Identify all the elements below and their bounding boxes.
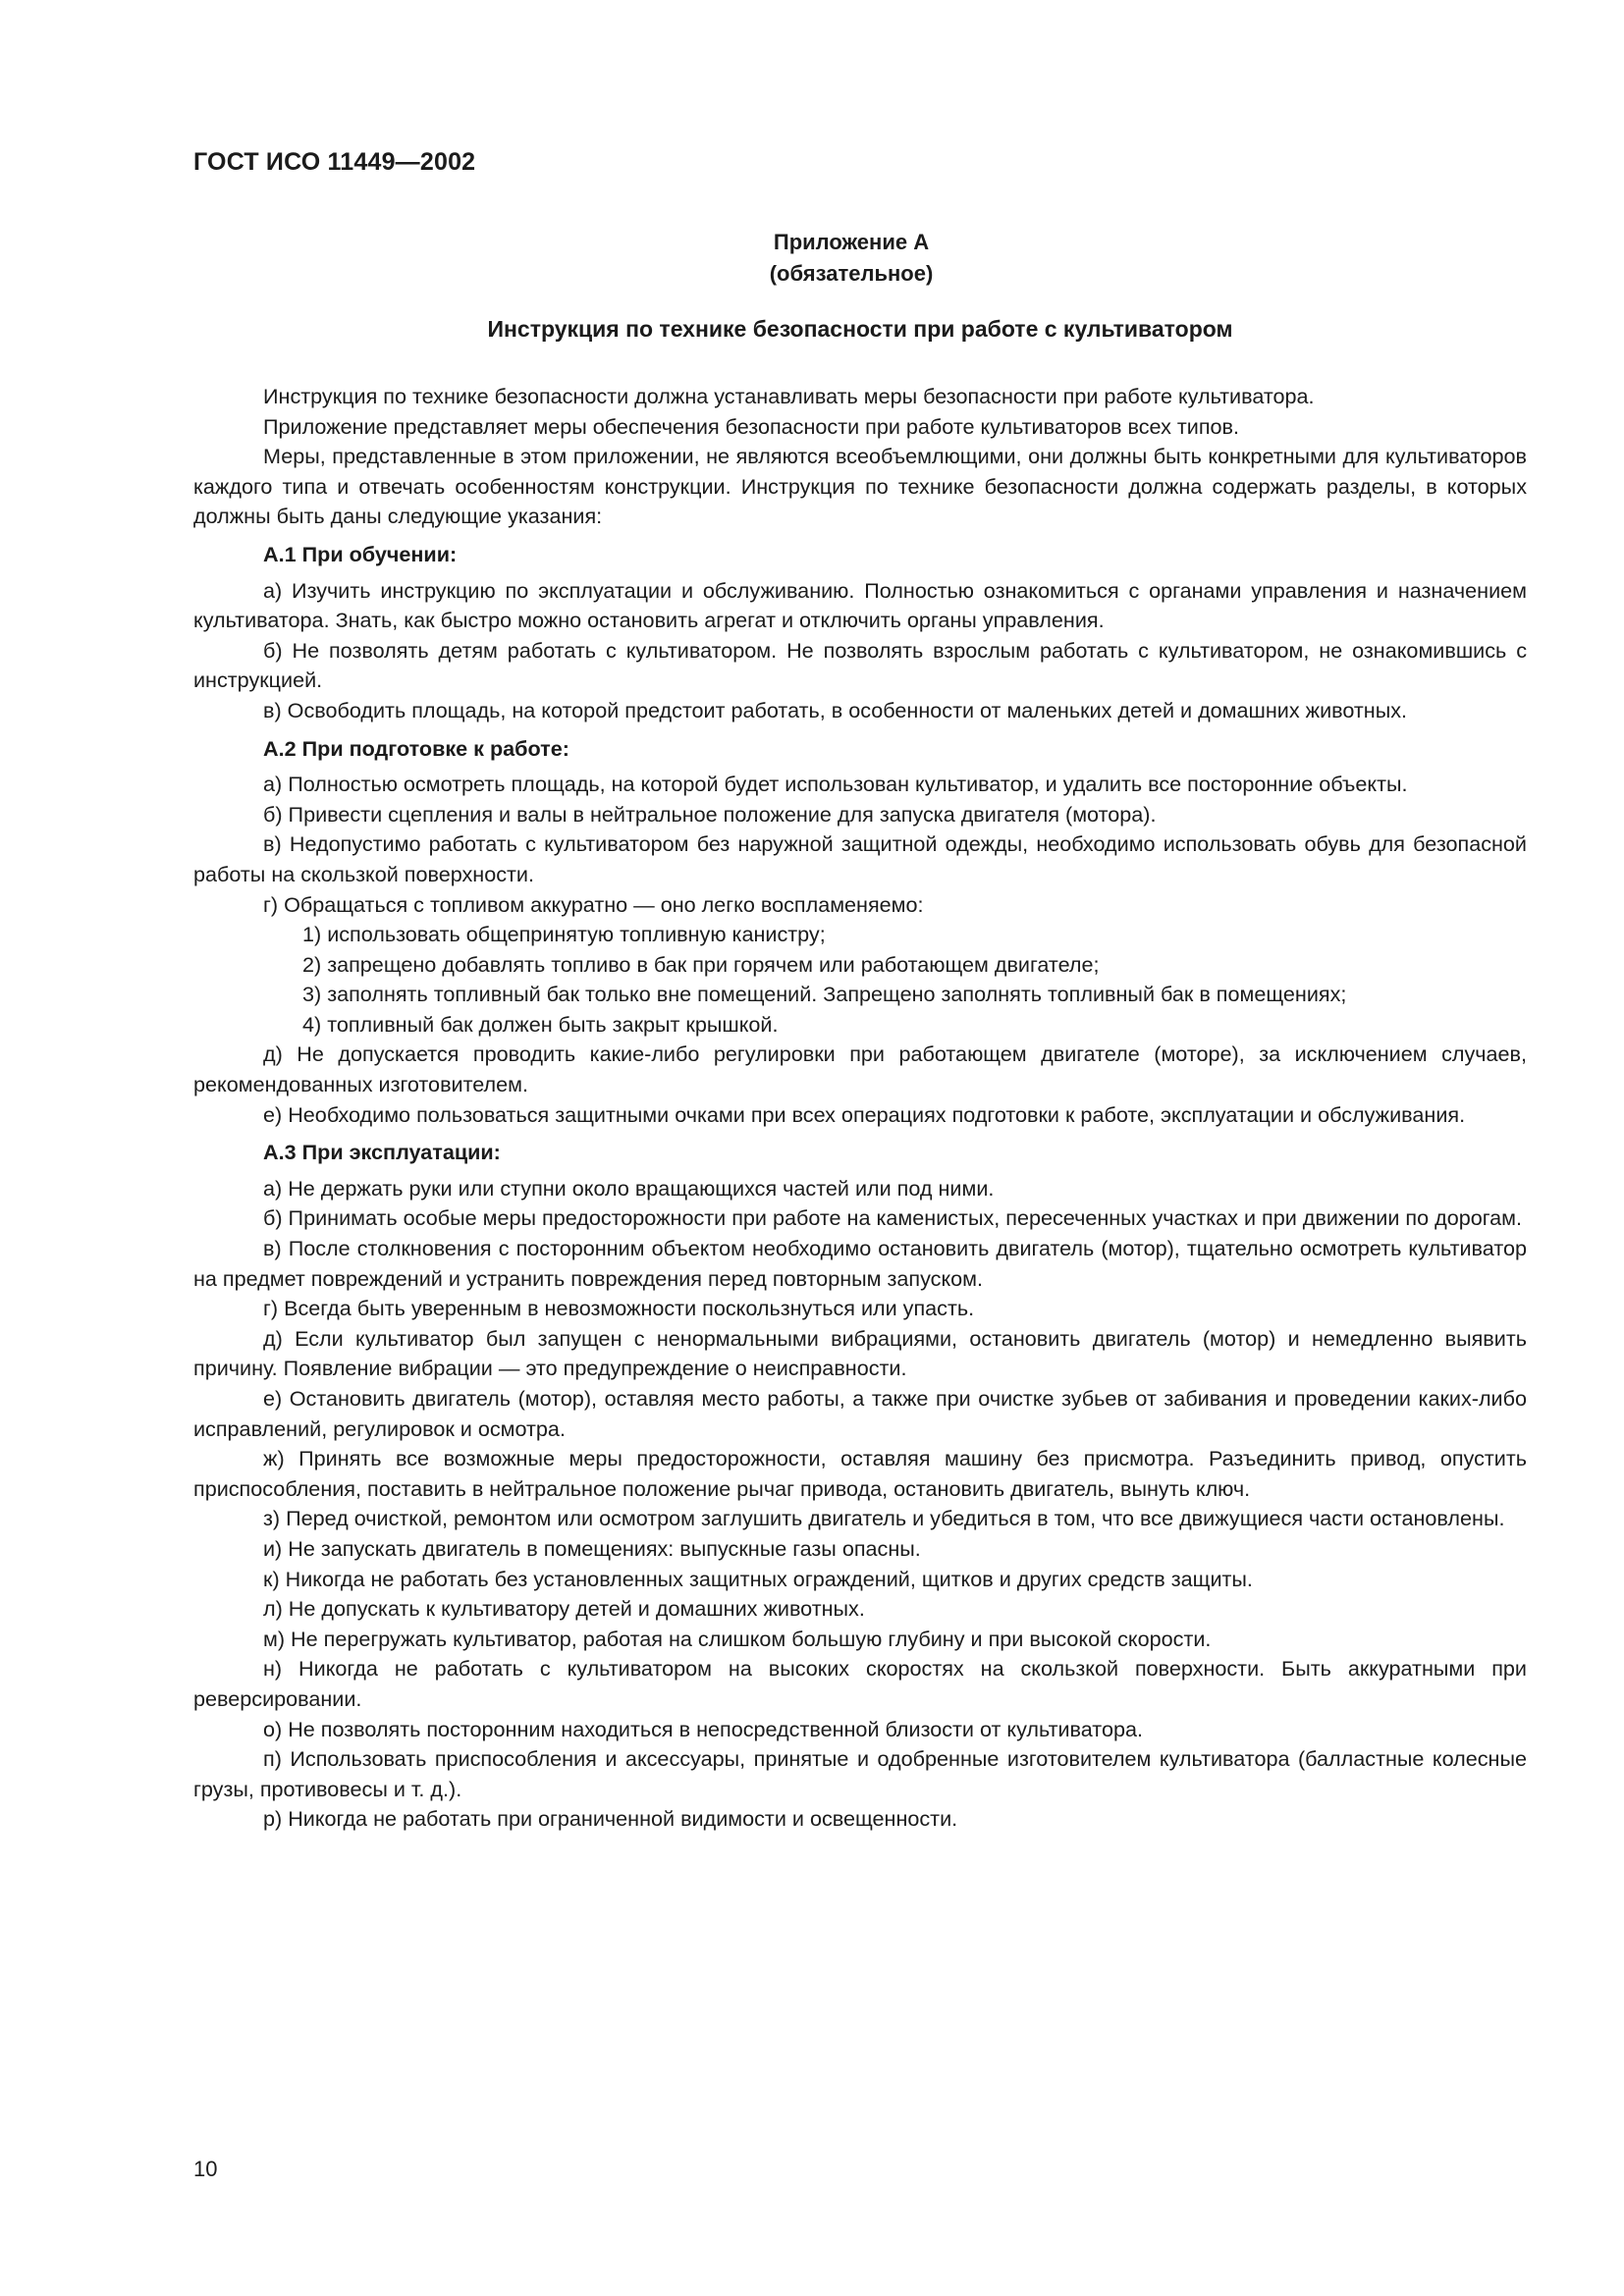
page-number: 10: [193, 2157, 218, 2181]
list-item: о) Не позволять посторонним находиться в непосредственной близости от культиватора.: [263, 1716, 1143, 1741]
section-heading-a3: А.3 При эксплуатации:: [263, 1140, 501, 1165]
list-item: а) Полностью осмотреть площадь, на которой будет использован культиватор, и удалить все посторонние объекты.: [263, 772, 1408, 797]
intro-paragraph: Инструкция по технике безопасности должна устанавливать меры безопасности при работе культиватора.: [263, 384, 1315, 408]
intro-paragraph: Меры, представленные в этом приложении, не являются всеобъемлющими, они должны быть конкретными для культиваторов каждого типа и отвечать особенностям конструкции. Инструкция по технике безопасности должна содержать разделы, в которых должны быть даны следующие указания:: [193, 444, 1527, 529]
list-item: р) Никогда не работать при ограниченной видимости и освещенности.: [263, 1806, 958, 1832]
list-item: л) Не допускать к культиватору детей и домашних животных.: [263, 1596, 865, 1622]
list-item: д) Не допускается проводить какие-либо регулировки при работающем двигателе (моторе), за исключением случаев, рекомендованных изготовителем.: [193, 1041, 1527, 1097]
list-item: з) Перед очисткой, ремонтом или осмотром заглушить двигатель и убедиться в том, что все движущиеся части остановлены.: [263, 1506, 1505, 1531]
list-item: а) Не держать руки или ступни около вращающихся частей или под ними.: [263, 1175, 995, 1201]
document-title: Инструкция по технике безопасности при работе с культиватором: [487, 316, 1233, 342]
list-item: в) После столкновения с посторонним объектом необходимо остановить двигатель (мотор), тщательно осмотреть культиватор на предмет повреждений и устранить повреждения перед повторным запуском.: [193, 1236, 1527, 1291]
section-heading-a2: А.2 При подготовке к работе:: [263, 735, 569, 761]
list-item: н) Никогда не работать с культиватором на высоких скоростях на скользкой поверхности. Быть аккуратными при реверсировании.: [193, 1656, 1527, 1711]
list-item: м) Не перегружать культиватор, работая на слишком большую глубину и при высокой скорости.: [263, 1626, 1212, 1651]
list-item: к) Никогда не работать без установленных защитных ограждений, щитков и других средств защиты.: [263, 1566, 1253, 1591]
appendix-heading: [0, 227, 1624, 290]
list-item: е) Необходимо пользоваться защитными очками при всех операциях подготовки к работе, эксплуатации и обслуживания.: [263, 1101, 1466, 1127]
list-item: б) Принимать особые меры предосторожности при работе на каменистых, пересеченных участках и при движении по дорогам.: [263, 1205, 1523, 1231]
list-item: в) Освободить площадь, на которой предстоит работать, в особенности от маленьких детей и домашних животных.: [263, 697, 1408, 722]
document-header: ГОСТ ИСО 11449—2002: [193, 148, 476, 176]
list-item: ж) Принять все возможные меры предосторожности, оставляя машину без присмотра. Разъединить привод, опустить приспособления, поставить в нейтральное положение рычаг привода, остановить двигатель, вынуть ключ.: [193, 1446, 1527, 1501]
appendix-subtitle: (обязательное): [769, 261, 934, 286]
appendix-title: Приложение А: [773, 230, 930, 254]
sub-list-item: 2) запрещено добавлять топливо в бак при горячем или работающем двигателе;: [302, 951, 1100, 977]
list-item: в) Недопустимо работать с культиватором без наружной защитной одежды, необходимо использовать обувь для безопасной работы на скользкой поверхности.: [193, 831, 1527, 886]
sub-list-item: 4) топливный бак должен быть закрыт крышкой.: [302, 1011, 779, 1037]
document-body: [193, 382, 1527, 1835]
list-item: б) Не позволять детям работать с культиватором. Не позволять взрослым работать с культиватором, не ознакомившись с инструкцией.: [193, 637, 1527, 693]
list-item: г) Обращаться с топливом аккуратно — оно легко воспламеняемо:: [263, 891, 924, 917]
list-item: г) Всегда быть уверенным в невозможности поскользнуться или упасть.: [263, 1296, 975, 1321]
list-item: а) Изучить инструкцию по эксплуатации и обслуживанию. Полностью ознакомиться с органами управления и назначением культиватора. Знать, как быстро можно остановить агрегат и отключить органы управления.: [193, 577, 1527, 633]
intro-paragraph: Приложение представляет меры обеспечения безопасности при работе культиваторов всех типов.: [263, 413, 1240, 439]
list-item: п) Использовать приспособления и аксессуары, принятые и одобренные изготовителем культиватора (балластные колесные грузы, противовесы и т. д.).: [193, 1746, 1527, 1801]
list-item: и) Не запускать двигатель в помещениях: выпускные газы опасны.: [263, 1535, 921, 1561]
list-item: д) Если культиватор был запущен с ненормальными вибрациями, остановить двигатель (мотор) и немедленно выявить причину. Появление вибрации — это предупреждение о неисправности.: [193, 1325, 1527, 1381]
section-heading-a1: А.1 При обучении:: [263, 541, 458, 566]
sub-list-item: 3) заполнять топливный бак только вне помещений. Запрещено заполнять топливный бак в помещениях;: [302, 982, 1347, 1007]
list-item: е) Остановить двигатель (мотор), оставляя место работы, а также при очистке зубьев от забивания и проведении каких-либо исправлений, регулировок и осмотра.: [193, 1386, 1527, 1441]
sub-list-item: 1) использовать общепринятую топливную канистру;: [302, 922, 826, 947]
list-item: б) Привести сцепления и валы в нейтральное положение для запуска двигателя (мотора).: [263, 801, 1157, 827]
